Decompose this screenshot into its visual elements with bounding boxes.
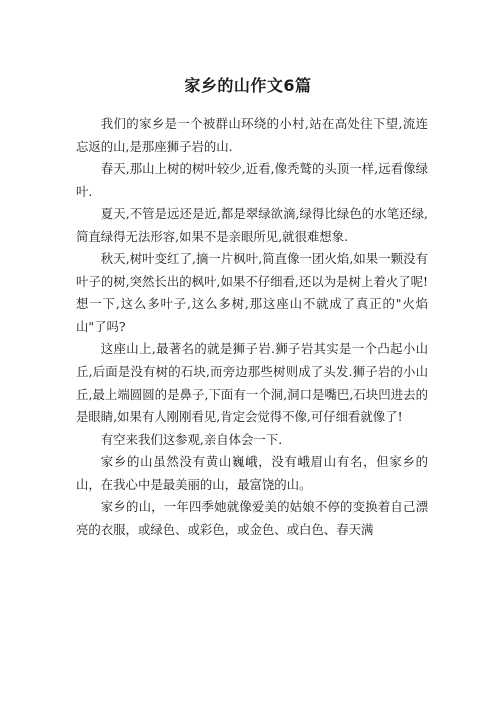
paragraph: 有空来我们这参观,亲自体会一下. [100, 431, 283, 447]
paragraph: 家乡的山，一年四季她就像爱美的姑娘不停的变换着自己漂亮的衣服，或绿色、或彩色，或金色、或白色、春天满 [76, 499, 428, 537]
paragraph: 夏天,不管是远还是近,都是翠绿欲滴,绿得比绿色的水笔还绿,简直绿得无法形容,如果不是亲眼所见,就很难想象. [76, 206, 428, 244]
paragraph: 春天,那山上树的树叶较少,近看,像秃鹫的头顶一样,远看像绿叶. [76, 161, 428, 199]
paragraph: 家乡的山虽然没有黄山巍峨，没有峨眉山有名，但家乡的山，在我心中是最美丽的山，最富饶的山。 [76, 454, 428, 492]
paragraph: 秋天,树叶变红了,摘一片枫叶,简直像一团火焰,如果一颗没有叶子的树,突然长出的枫叶,如果不仔细看,还以为是树上着火了呢!想一下,这么多叶子,这么多树,那这座山不就成了真正的"火焰山"了吗? [76, 251, 428, 334]
paragraph: 我们的家乡是一个被群山环绕的小村,站在高处往下望,流连忘返的山,是那座狮子岩的山. [76, 116, 428, 154]
paragraph: 这座山上,最著名的就是狮子岩.狮子岩其实是一个凸起小山丘,后面是没有树的石块,而旁边那些树则成了头发.狮子岩的小山丘,最上端圆圆的是鼻子,下面有一个洞,洞口是嘴巴,石块凹进去的是眼睛,如果有人刚刚看见,肯定会觉得不像,可仔细看就像了! [76, 341, 428, 425]
document-body [76, 113, 428, 541]
document-title: 家乡的山作文6篇 [184, 75, 312, 95]
